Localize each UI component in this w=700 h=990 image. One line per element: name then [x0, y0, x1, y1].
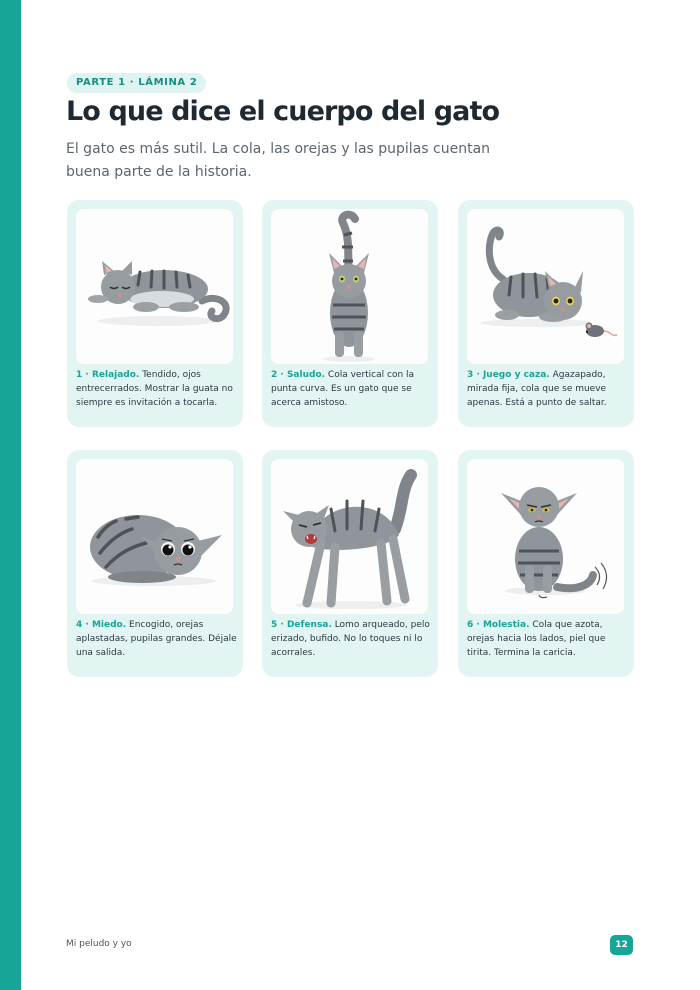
card-label: 6 · Molestia. — [467, 620, 530, 630]
card-description: Lomo arqueado, pelo erizado, bufido. No lo toques ni lo acorrales. — [271, 620, 430, 658]
card-description: Tendido, ojos entrecerrados. Mostrar la guata no siempre es invitación a tocarla. — [76, 370, 233, 408]
page-subtitle: El gato es más sutil. La cola, las orejas y las pupilas cuentan buena parte de la historia. — [66, 141, 491, 180]
card-description: Cola vertical con la punta curva. Es un gato que se acerca amistoso. — [271, 370, 415, 408]
card-fear — [67, 450, 243, 677]
card-defense — [262, 450, 438, 677]
card-label: 1 · Relajado. — [76, 370, 140, 380]
card-label: 5 · Defensa. — [271, 620, 332, 630]
card-label: 4 · Miedo. — [76, 620, 127, 630]
card-greeting — [262, 200, 438, 427]
section-badge: PARTE 1 · LÁMINA 2 — [67, 73, 206, 93]
illustration-cat-walking-tail-up — [271, 209, 428, 364]
card-play-hunt — [458, 200, 634, 427]
sidebar-accent-bar — [0, 0, 21, 990]
card-description: Cola que azota, orejas hacia los lados, piel que tirita. Termina la caricia. — [467, 620, 606, 658]
illustration-cat-cowering-scared — [76, 459, 233, 614]
card-annoyance — [458, 450, 634, 677]
card-description: Agazapado, mirada fija, cola que se mueve apenas. Está a punto de saltar. — [467, 370, 607, 408]
card-label: 3 · Juego y caza. — [467, 370, 550, 380]
illustration-cat-sitting-annoyed — [467, 459, 624, 614]
page-number: 12 — [610, 935, 633, 955]
illustration-cat-arched-hissing — [271, 459, 428, 614]
illustration-cat-lying-relaxed — [76, 209, 233, 364]
card-label: 2 · Saludo. — [271, 370, 326, 380]
illustration-cat-crouching-mouse — [467, 209, 624, 364]
card-description: Encogido, orejas aplastadas, pupilas grandes. Déjale una salida. — [76, 620, 237, 658]
card-relaxed — [67, 200, 243, 427]
footer-book-title: Mi peludo y yo — [66, 939, 132, 949]
page-title: Lo que dice el cuerpo del gato — [66, 96, 500, 127]
